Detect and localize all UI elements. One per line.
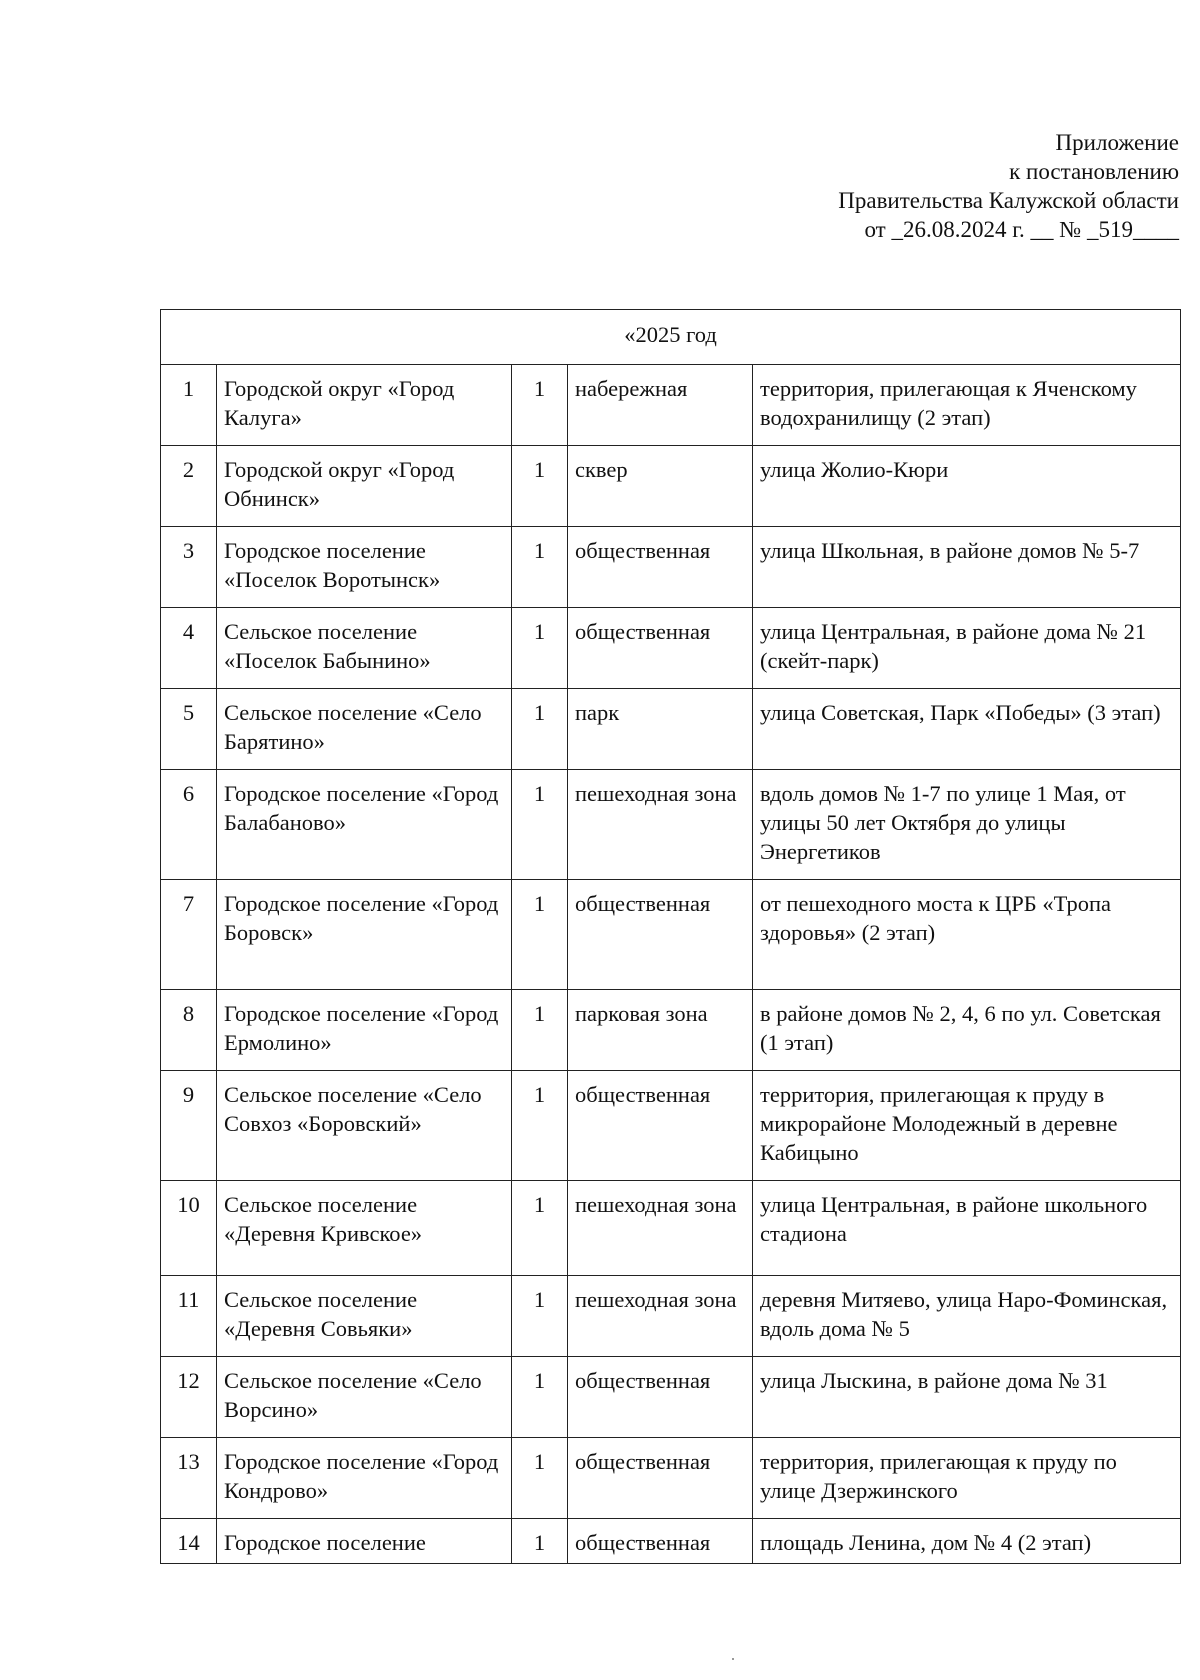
territory-address: площадь Ленина, дом № 4 (2 этап)	[753, 1519, 1181, 1564]
object-count: 1	[512, 1276, 568, 1357]
header-line-government: Правительства Калужской области	[838, 188, 1179, 213]
row-number: 10	[161, 1181, 217, 1276]
municipality-name: Городской округ «Город Обнинск»	[217, 446, 512, 527]
row-number: 3	[161, 527, 217, 608]
row-number: 11	[161, 1276, 217, 1357]
table-row	[161, 1357, 1181, 1438]
row-number: 8	[161, 990, 217, 1071]
territory-type: общественная	[568, 1071, 753, 1181]
territory-address: территория, прилегающая к пруду в микрорайоне Молодежный в деревне Кабицыно	[753, 1071, 1181, 1181]
municipality-name: Городское поселение «Город Кондрово»	[217, 1438, 512, 1519]
municipality-name: Сельское поселение «Село Совхоз «Боровский»	[217, 1071, 512, 1181]
territory-type: общественная	[568, 1357, 753, 1438]
table-row	[161, 1071, 1181, 1181]
year-cell: «2025 год	[161, 310, 1181, 365]
object-count: 1	[512, 1357, 568, 1438]
object-count: 1	[512, 1438, 568, 1519]
territory-address: от пешеходного моста к ЦРБ «Тропа здоровья» (2 этап)	[753, 880, 1181, 990]
appendix-header	[838, 128, 1179, 244]
object-count: 1	[512, 1071, 568, 1181]
municipality-name: Городской округ «Город Калуга»	[217, 365, 512, 446]
object-count: 1	[512, 527, 568, 608]
row-number: 2	[161, 446, 217, 527]
territory-address: улица Центральная, в районе дома № 21 (скейт-парк)	[753, 608, 1181, 689]
object-count: 1	[512, 990, 568, 1071]
municipality-name: Сельское поселение «Село Ворсино»	[217, 1357, 512, 1438]
municipality-name: Сельское поселение «Поселок Бабынино»	[217, 608, 512, 689]
row-number: 5	[161, 689, 217, 770]
object-count: 1	[512, 880, 568, 990]
row-number: 1	[161, 365, 217, 446]
table-row	[161, 1438, 1181, 1519]
table-row	[161, 365, 1181, 446]
territory-type: общественная	[568, 608, 753, 689]
table-row	[161, 689, 1181, 770]
object-count: 1	[512, 608, 568, 689]
municipality-name: Городское поселение «Город Ермолино»	[217, 990, 512, 1071]
table-row	[161, 1519, 1181, 1564]
object-count: 1	[512, 689, 568, 770]
territory-type: общественная	[568, 527, 753, 608]
territory-type: общественная	[568, 880, 753, 990]
territory-type: пешеходная зона	[568, 1276, 753, 1357]
row-number: 12	[161, 1357, 217, 1438]
row-number: 13	[161, 1438, 217, 1519]
territory-address: улица Центральная, в районе школьного стадиона	[753, 1181, 1181, 1276]
territory-address: улица Советская, Парк «Победы» (3 этап)	[753, 689, 1181, 770]
territory-address: в районе домов № 2, 4, 6 по ул. Советская (1 этап)	[753, 990, 1181, 1071]
territory-address: улица Жолио-Кюри	[753, 446, 1181, 527]
territory-address: территория, прилегающая к пруду по улице Дзержинского	[753, 1438, 1181, 1519]
territory-type: сквер	[568, 446, 753, 527]
table-row	[161, 446, 1181, 527]
territory-address: вдоль домов № 1-7 по улице 1 Мая, от улицы 50 лет Октября до улицы Энергетиков	[753, 770, 1181, 880]
row-number: 4	[161, 608, 217, 689]
table-row	[161, 527, 1181, 608]
municipality-name: Сельское поселение «Деревня Кривское»	[217, 1181, 512, 1276]
row-number: 7	[161, 880, 217, 990]
municipality-name: Городское поселение	[217, 1519, 512, 1564]
row-number: 6	[161, 770, 217, 880]
territory-address: деревня Митяево, улица Наро-Фоминская, вдоль дома № 5	[753, 1276, 1181, 1357]
table-row	[161, 880, 1181, 990]
row-number: 14	[161, 1519, 217, 1564]
scan-speck	[732, 1658, 734, 1660]
territory-type: пешеходная зона	[568, 1181, 753, 1276]
municipality-name: Городское поселение «Город Балабаново»	[217, 770, 512, 880]
municipality-name: Сельское поселение «Село Барятино»	[217, 689, 512, 770]
territory-type: пешеходная зона	[568, 770, 753, 880]
territory-address: территория, прилегающая к Яченскому водохранилищу (2 этап)	[753, 365, 1181, 446]
table-row	[161, 1181, 1181, 1276]
object-count: 1	[512, 446, 568, 527]
header-line-resolution: к постановлению	[1009, 159, 1179, 184]
header-line-appendix: Приложение	[1055, 130, 1179, 155]
territory-type: общественная	[568, 1519, 753, 1564]
table-row	[161, 990, 1181, 1071]
territory-address: улица Лыскина, в районе дома № 31	[753, 1357, 1181, 1438]
territory-type: общественная	[568, 1438, 753, 1519]
territories-table	[160, 309, 1181, 1564]
territory-type: парк	[568, 689, 753, 770]
territory-type: парковая зона	[568, 990, 753, 1071]
table-row	[161, 608, 1181, 689]
table-row	[161, 770, 1181, 880]
object-count: 1	[512, 1181, 568, 1276]
territory-type: набережная	[568, 365, 753, 446]
object-count: 1	[512, 770, 568, 880]
municipality-name: Городское поселение «Поселок Воротынск»	[217, 527, 512, 608]
municipality-name: Городское поселение «Город Боровск»	[217, 880, 512, 990]
municipality-name: Сельское поселение «Деревня Совьяки»	[217, 1276, 512, 1357]
table-row	[161, 1276, 1181, 1357]
object-count: 1	[512, 365, 568, 446]
territory-address: улица Школьная, в районе домов № 5-7	[753, 527, 1181, 608]
table-body	[161, 365, 1181, 1564]
row-number: 9	[161, 1071, 217, 1181]
year-row	[161, 310, 1181, 365]
header-line-date-number: от _26.08.2024 г. __ № _519____	[864, 217, 1179, 242]
object-count: 1	[512, 1519, 568, 1564]
